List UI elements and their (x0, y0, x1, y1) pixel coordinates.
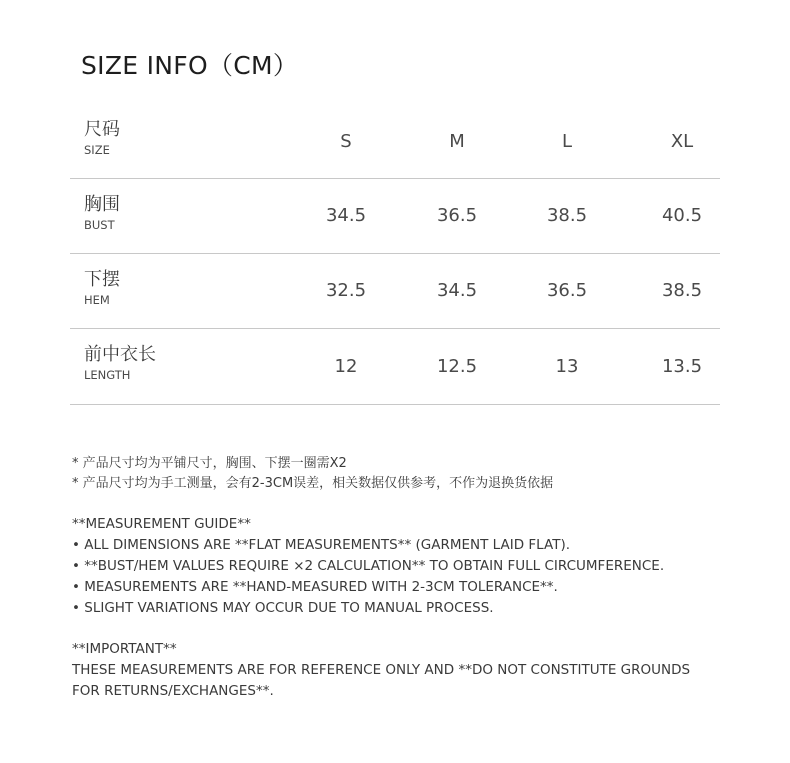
table-row-bust (70, 179, 720, 254)
note-flat-measurement: * 产品尺寸均为平铺尺寸，胸围、下摆一圈需X2 (72, 456, 347, 471)
length-value-xl: 13.5 (661, 356, 703, 377)
length-value-l: 13 (555, 356, 579, 377)
hem-label-cn: 下摆 (84, 269, 120, 290)
length-label-cn: 前中衣长 (84, 344, 156, 365)
bust-value-s: 34.5 (325, 205, 367, 226)
row-label (84, 270, 120, 308)
row-label (84, 345, 156, 383)
guide-item: • ALL DIMENSIONS ARE **FLAT MEASUREMENTS** (GARMENT LAID FLAT). (72, 537, 571, 553)
length-value-m: 12.5 (436, 356, 478, 377)
guide-item: • MEASUREMENTS ARE **HAND-MEASURED WITH 2-3CM TOLERANCE**. (72, 579, 558, 595)
header-size-xl: XL (670, 131, 694, 152)
bust-value-xl: 40.5 (661, 205, 703, 226)
bust-value-l: 38.5 (546, 205, 588, 226)
bust-label-en: BUST (84, 218, 115, 232)
important-heading: **IMPORTANT** (72, 641, 177, 657)
measurement-guide (72, 514, 722, 619)
table-row-hem (70, 254, 720, 329)
table-header-row (70, 104, 720, 179)
header-size-l: L (561, 131, 573, 152)
hem-value-xl: 38.5 (661, 280, 703, 301)
hem-label-en: HEM (84, 293, 110, 307)
page-title: SIZE INFO（CM） (81, 51, 299, 80)
length-label-en: LENGTH (84, 368, 131, 382)
header-label-cn: 尺码 (84, 119, 120, 140)
hem-value-l: 36.5 (546, 280, 588, 301)
size-table (70, 104, 720, 405)
important-notice (72, 639, 722, 702)
guide-item: • SLIGHT VARIATIONS MAY OCCUR DUE TO MANUAL PROCESS. (72, 600, 494, 616)
note-hand-measurement: * 产品尺寸均为手工测量，会有2-3CM误差，相关数据仅供参考，不作为退换货依据 (72, 476, 554, 491)
row-label (84, 195, 120, 233)
row-label (84, 120, 120, 158)
hem-value-s: 32.5 (325, 280, 367, 301)
hem-value-m: 34.5 (436, 280, 478, 301)
bust-value-m: 36.5 (436, 205, 478, 226)
header-size-m: M (449, 131, 465, 152)
header-size-s: S (340, 131, 352, 152)
important-text: THESE MEASUREMENTS ARE FOR REFERENCE ONLY AND **DO NOT CONSTITUTE GROUNDS FOR RETURNS/EXCHANGES**. (72, 662, 691, 699)
guide-heading: **MEASUREMENT GUIDE** (72, 516, 251, 532)
table-row-length (70, 329, 720, 405)
length-value-s: 12 (334, 356, 358, 377)
guide-item: • **BUST/HEM VALUES REQUIRE ×2 CALCULATION** TO OBTAIN FULL CIRCUMFERENCE. (72, 558, 665, 574)
header-label-en: SIZE (84, 143, 110, 157)
bust-label-cn: 胸围 (84, 194, 120, 215)
